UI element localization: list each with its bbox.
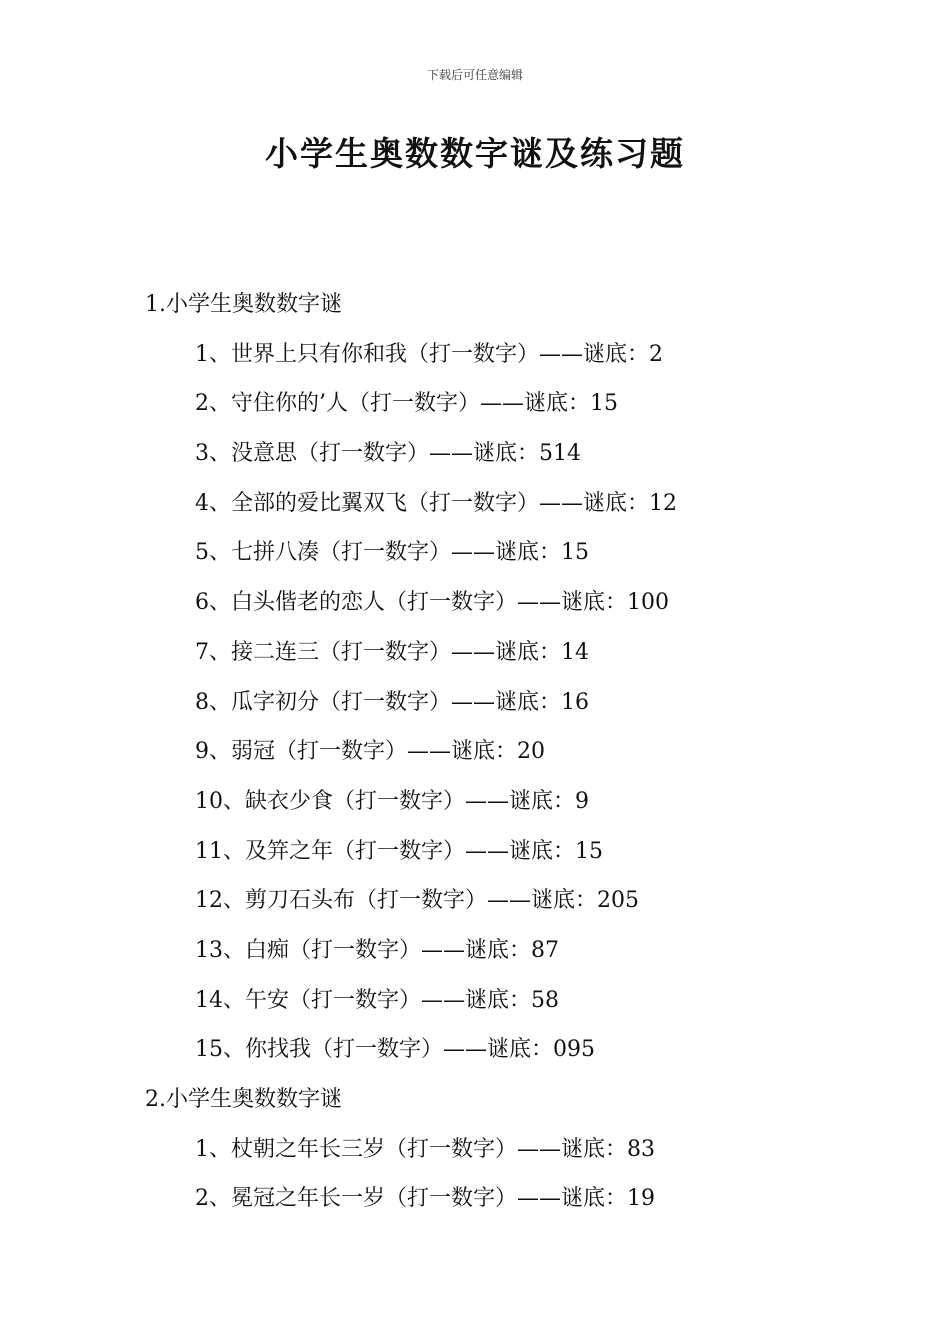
header-note: 下载后可任意编辑	[426, 68, 523, 82]
riddle-item: 4、全部的爱比翼双飞（打一数字）——谜底：12	[195, 490, 677, 516]
riddle-item: 2、冕冠之年长一岁（打一数字）——谜底：19	[195, 1186, 655, 1212]
riddle-item: 13、白痴（打一数字）——谜底：87	[195, 937, 559, 963]
riddle-item: 2、守住你的’人（打一数字）——谜底：15	[195, 391, 618, 417]
document-body	[0, 280, 950, 1224]
section-heading-2: 2.小学生奥数数字谜	[145, 1087, 342, 1112]
section-heading-1: 1.小学生奥数数字谜	[145, 292, 342, 317]
riddle-item: 12、剪刀石头布（打一数字）——谜底：205	[195, 888, 639, 914]
document-title: 小学生奥数数字谜及练习题	[265, 134, 685, 173]
riddle-item: 15、你找我（打一数字）——谜底：095	[195, 1037, 595, 1063]
riddle-item: 11、及笄之年（打一数字）——谜底：15	[195, 838, 603, 864]
riddle-item: 9、弱冠（打一数字）——谜底：20	[195, 739, 545, 765]
riddle-item: 3、没意思（打一数字）——谜底：514	[195, 441, 581, 467]
riddle-item: 7、接二连三（打一数字）——谜底：14	[195, 639, 589, 665]
riddle-item: 10、缺衣少食（打一数字）——谜底：9	[195, 788, 589, 814]
riddle-item: 14、午安（打一数字）——谜底：58	[195, 987, 559, 1013]
riddle-item: 8、瓜字初分（打一数字）——谜底：16	[195, 689, 589, 715]
riddle-item: 1、杖朝之年长三岁（打一数字）——谜底：83	[195, 1136, 655, 1162]
riddle-item: 1、世界上只有你和我（打一数字）——谜底：2	[195, 341, 663, 367]
riddle-item: 6、白头偕老的恋人（打一数字）——谜底：100	[195, 590, 669, 616]
riddle-item: 5、七拼八凑（打一数字）——谜底：15	[195, 540, 589, 566]
